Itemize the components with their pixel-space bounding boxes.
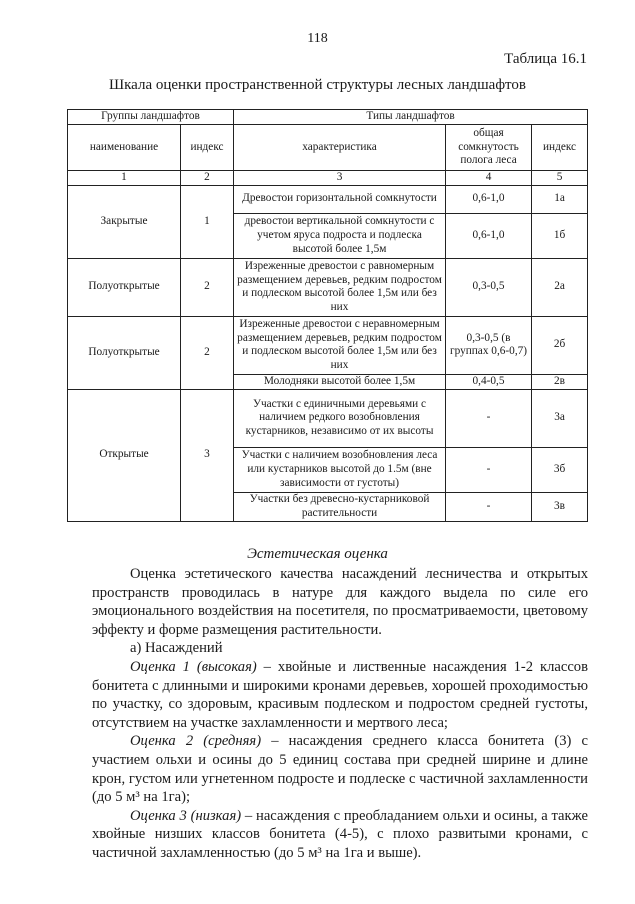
types-header: Типы ландшафтов	[234, 110, 588, 125]
grade-paragraph	[92, 658, 588, 732]
table-row	[68, 316, 588, 374]
intro-paragraph: Оценка эстетического качества насаждений лесничества и открытых пространств проводилась в натуре для каждого выдела по силе его эмоционального воздействия на посетителя, по просматриваемости, цветовому эффекту и форме размещения растительности.	[92, 566, 588, 638]
group-index: 3	[181, 389, 234, 521]
grade-label: Оценка 3 (низкая)	[130, 807, 242, 824]
col-number: 3	[234, 171, 446, 186]
table-row	[68, 389, 588, 447]
table-row	[68, 258, 588, 316]
col-char-header: характеристика	[234, 125, 446, 171]
type-density: 0,3-0,5	[446, 258, 532, 316]
type-characteristic: Древостои горизонтальной сомкнутости	[234, 185, 446, 213]
group-name: Полуоткрытые	[68, 258, 181, 316]
table-label: Таблица 16.1	[504, 51, 587, 67]
col-number: 2	[181, 171, 234, 186]
type-density: -	[446, 492, 532, 521]
grade-text: – хвойные и лиственные насаждения 1-2 классов бонитета с длинными и широкими кронами деревьев, хорошей проходимостью по участку, со здоровым, красивым подлеском и подростом средней густоты, отсутствием на участке захламленности и мертвого леса;	[92, 658, 588, 731]
col-density-header: общая сомкнутость полога леса	[446, 125, 532, 171]
col-name-header: наименование	[68, 125, 181, 171]
type-density: 0,6-1,0	[446, 213, 532, 258]
type-index: 3а	[532, 389, 588, 447]
group-index: 2	[181, 258, 234, 316]
group-index: 2	[181, 316, 234, 389]
col-number: 1	[68, 171, 181, 186]
type-characteristic: Участки без древесно-кустарниковой растительности	[234, 492, 446, 521]
col-index2-header: индекс	[532, 125, 588, 171]
grade-text: – насаждения среднего класса бонитета (3) с участием ольхи и осины до 5 единиц состава при средней ширине и длине крон, густом или угнетенном подросте и подлеске с частичной захламленности (до 5 м³ на 1га);	[92, 733, 588, 806]
type-density: 0,3-0,5 (в группах 0,6-0,7)	[446, 316, 532, 374]
type-density: 0,4-0,5	[446, 374, 532, 389]
group-index: 1	[181, 185, 234, 258]
type-characteristic: древостои вертикальной сомкнутости с учетом яруса подроста и подлеска высотой более 1,5м	[234, 213, 446, 258]
type-density: 0,6-1,0	[446, 185, 532, 213]
type-characteristic: Молодняки высотой более 1,5м	[234, 374, 446, 389]
table-title: Шкала оценки пространственной структуры лесных ландшафтов	[108, 77, 526, 93]
page-number: 118	[307, 31, 328, 46]
col-number: 5	[532, 171, 588, 186]
col-number: 4	[446, 171, 532, 186]
type-density: -	[446, 447, 532, 492]
type-characteristic: Участки с единичными деревьями с наличием редкого возобновления кустарников, независимо от их высоты	[234, 389, 446, 447]
type-index: 2б	[532, 316, 588, 374]
group-name: Закрытые	[68, 185, 181, 258]
col-index-header: индекс	[181, 125, 234, 171]
grade-label: Оценка 2 (средняя)	[130, 733, 262, 750]
type-index: 3б	[532, 447, 588, 492]
group-name: Открытые	[68, 389, 181, 521]
type-index: 3в	[532, 492, 588, 521]
type-characteristic: Изреженные древостои с неравномерным размещением деревьев, редким подростом и подлеском высотой более 1,5м или без них	[234, 316, 446, 374]
type-index: 2в	[532, 374, 588, 389]
body-text	[92, 565, 588, 863]
type-density: -	[446, 389, 532, 447]
group-header: Группы ландшафтов	[68, 110, 234, 125]
type-index: 2а	[532, 258, 588, 316]
type-index: 1б	[532, 213, 588, 258]
section-heading: Эстетическая оценка	[247, 546, 388, 562]
type-index: 1а	[532, 185, 588, 213]
grade-label: Оценка 1 (высокая)	[130, 658, 257, 675]
type-characteristic: Изреженные древостои с равномерным размещением деревьев, редким подростом и подлеском высотой более 1,5м или без них	[234, 258, 446, 316]
table-row	[68, 185, 588, 213]
group-name: Полуоткрытые	[68, 316, 181, 389]
grade-text: – насаждения с преобладанием ольхи и осины, а также хвойные низших классов бонитета (4-5), с плохо развитыми кронами, с частичной захламленностью (до 5 м³ на 1га и выше).	[92, 807, 588, 861]
grade-paragraph	[92, 732, 588, 806]
type-characteristic: Участки с наличием возобновления леса или кустарников высотой до 1.5м (вне зависимости от густоты)	[234, 447, 446, 492]
grade-paragraph	[92, 807, 588, 863]
landscape-structure-table	[67, 109, 588, 522]
subheading: а) Насаждений	[130, 640, 223, 657]
